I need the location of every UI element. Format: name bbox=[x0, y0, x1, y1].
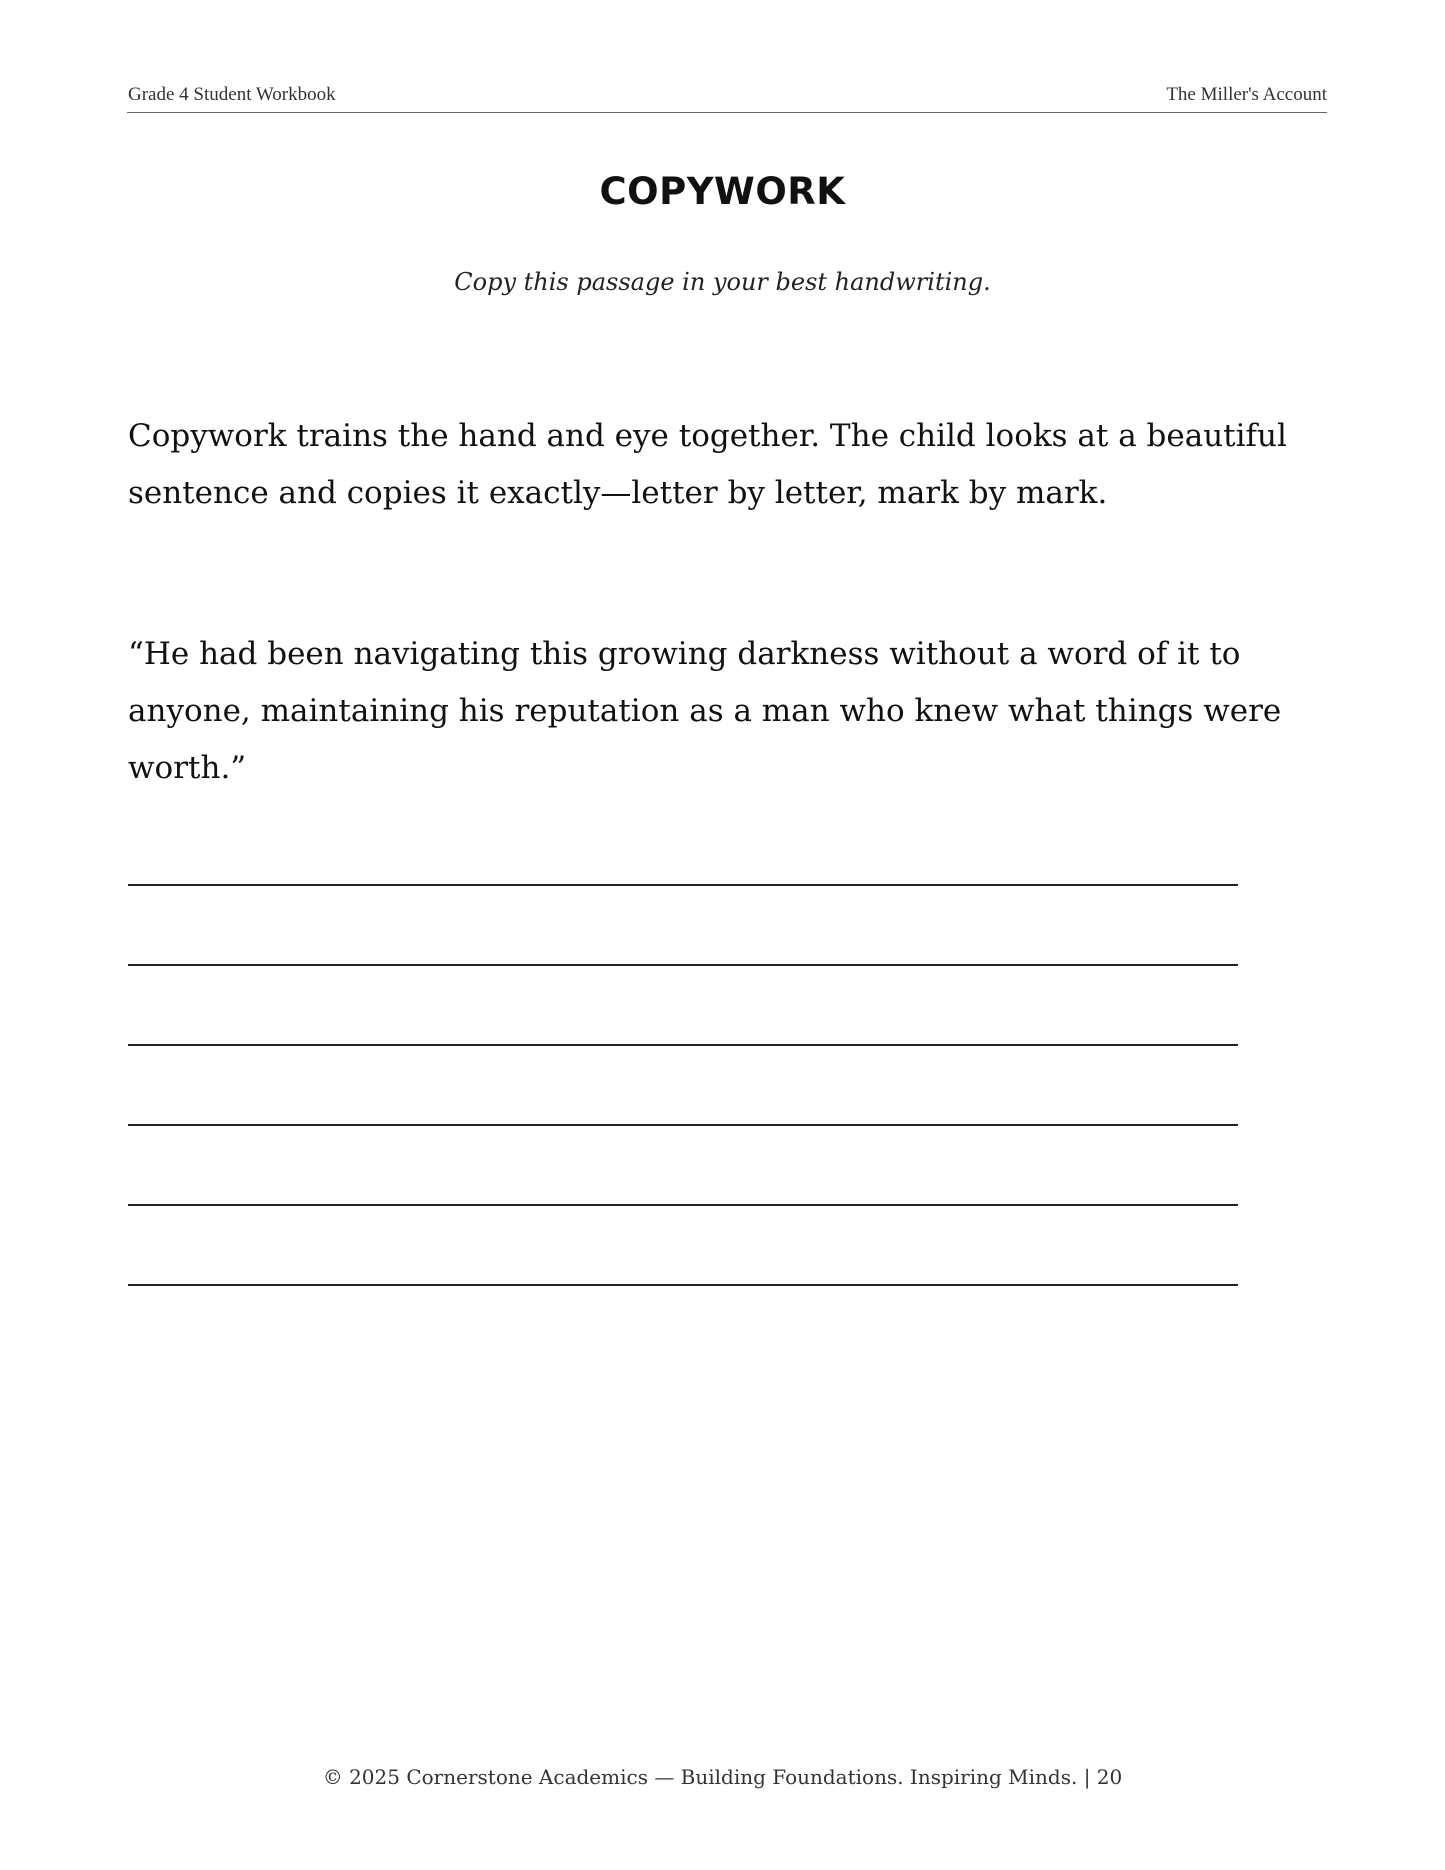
header-story-title: The Miller's Account bbox=[1166, 84, 1327, 105]
writing-line bbox=[128, 1284, 1238, 1286]
writing-line bbox=[128, 884, 1238, 886]
writing-line bbox=[128, 1124, 1238, 1126]
writing-line bbox=[128, 964, 1238, 966]
writing-line bbox=[128, 1204, 1238, 1206]
instruction-text: Copy this passage in your best handwriting. bbox=[454, 268, 991, 296]
writing-lines bbox=[128, 884, 1238, 1364]
page-footer: © 2025 Cornerstone Academics — Building Foundations. Inspiring Minds. | 20 bbox=[322, 1765, 1123, 1789]
writing-line bbox=[128, 1044, 1238, 1046]
header-workbook-title: Grade 4 Student Workbook bbox=[128, 84, 336, 105]
intro-paragraph: Copywork trains the hand and eye together. The child looks at a beautiful sentence and copies it exactly—letter by letter, mark by mark. bbox=[128, 418, 1287, 511]
copywork-passage: “He had been navigating this growing darkness without a word of it to anyone, maintaining his reputation as a man who knew what things were worth.” bbox=[128, 636, 1282, 786]
page-title: COPYWORK bbox=[599, 170, 846, 213]
page-header bbox=[127, 82, 1327, 113]
